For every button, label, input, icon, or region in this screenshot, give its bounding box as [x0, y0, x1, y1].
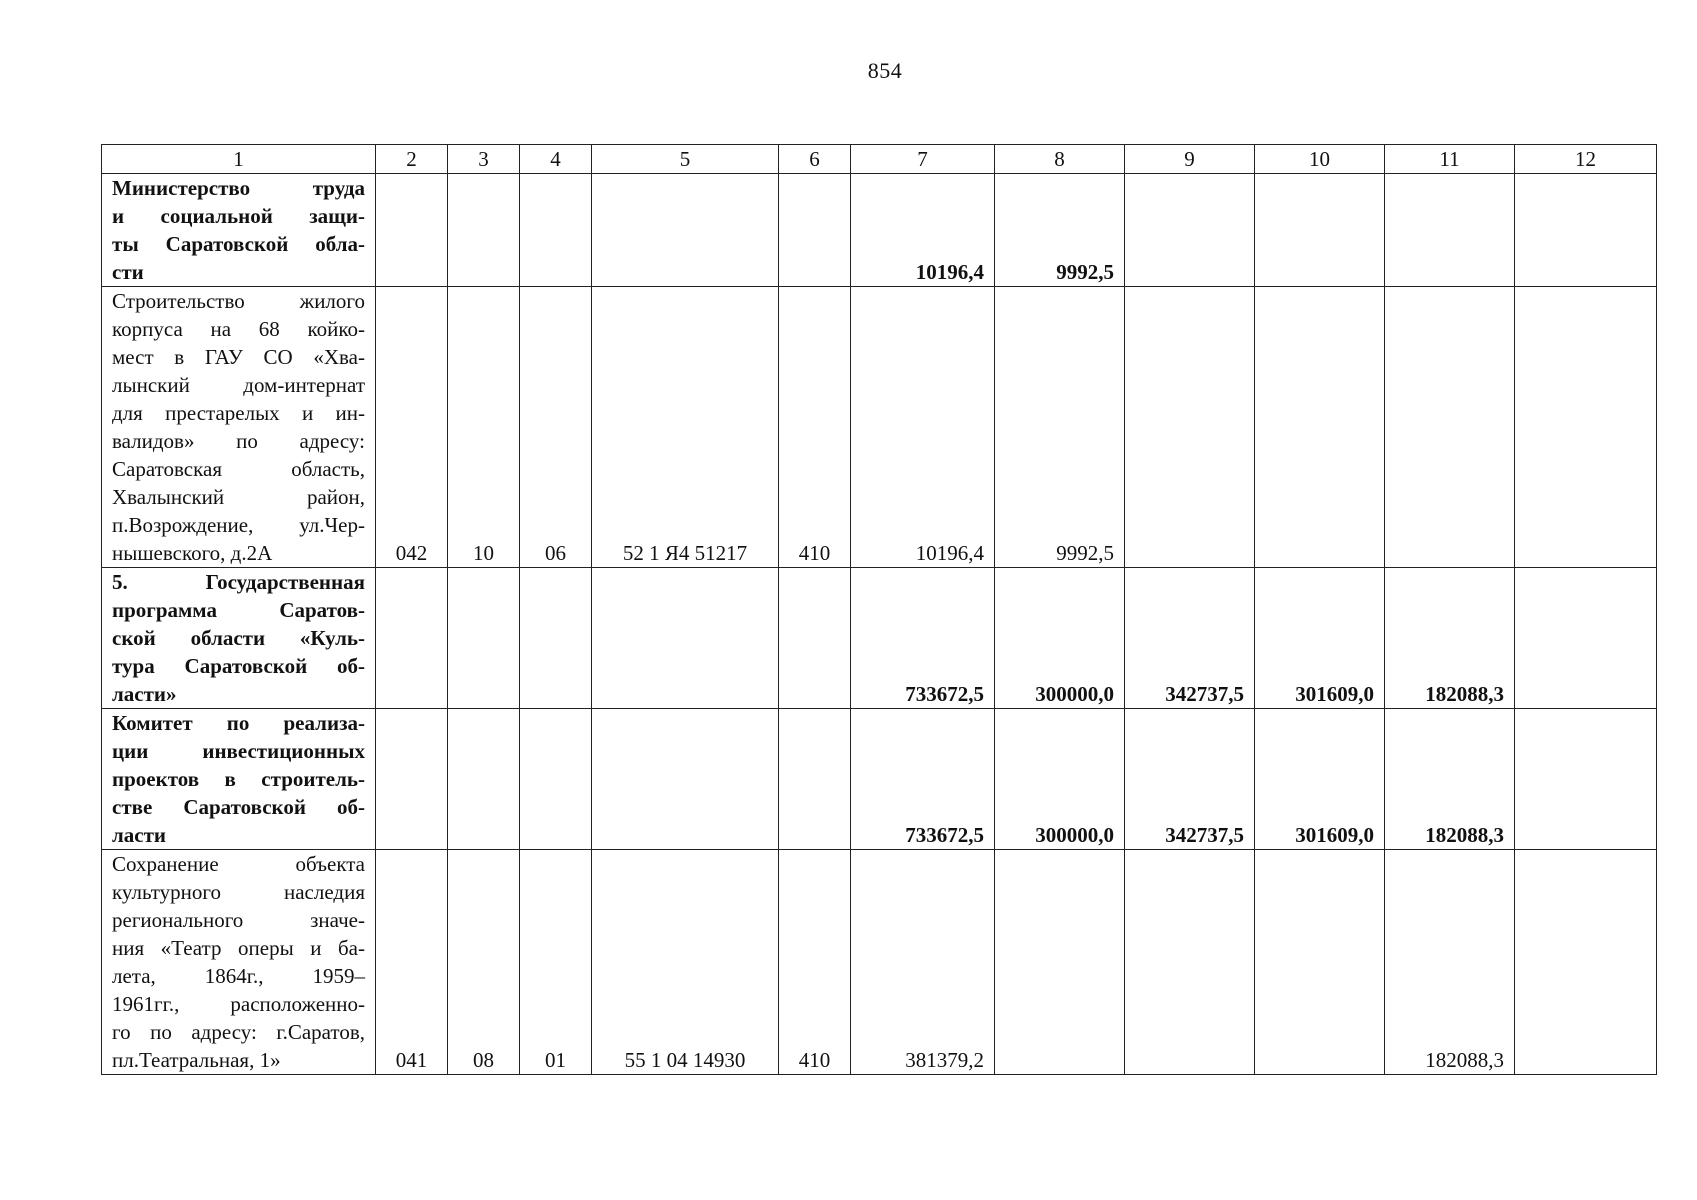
amount-cell-c11: 182088,3 — [1385, 709, 1515, 850]
row-name-line: лынский дом-интернат — [112, 373, 365, 397]
budget-table — [101, 144, 1657, 1075]
table-row — [102, 287, 1657, 568]
amount-cell-c9 — [1125, 174, 1255, 287]
code-cell-c6: 410 — [779, 287, 851, 568]
column-header: 1 — [102, 145, 376, 174]
column-header: 12 — [1515, 145, 1657, 174]
row-name-line: п.Возрождение, ул.Чер- — [112, 513, 365, 537]
table-row — [102, 850, 1657, 1075]
row-name-line: культурного наследия — [112, 880, 365, 904]
row-name-cell — [102, 709, 376, 850]
amount-cell-c12 — [1515, 850, 1657, 1075]
code-cell-c2 — [376, 174, 448, 287]
row-name-line: корпуса на 68 койко- — [112, 317, 365, 341]
column-header: 9 — [1125, 145, 1255, 174]
code-cell-c4 — [520, 568, 592, 709]
amount-cell-c9: 342737,5 — [1125, 568, 1255, 709]
code-cell-c2: 041 — [376, 850, 448, 1075]
row-name-cell — [102, 850, 376, 1075]
row-name-cell — [102, 174, 376, 287]
code-cell-c3 — [448, 568, 520, 709]
amount-cell-c10: 301609,0 — [1255, 568, 1385, 709]
row-name-line: Сохранение объекта — [112, 852, 365, 876]
amount-cell-c12 — [1515, 287, 1657, 568]
column-header: 7 — [851, 145, 995, 174]
column-header: 6 — [779, 145, 851, 174]
row-name-line: валидов» по адресу: — [112, 429, 365, 453]
amount-cell-c8: 300000,0 — [995, 568, 1125, 709]
amount-cell-c9 — [1125, 287, 1255, 568]
column-header: 11 — [1385, 145, 1515, 174]
table-body — [102, 174, 1657, 1075]
column-header: 10 — [1255, 145, 1385, 174]
code-cell-c3: 08 — [448, 850, 520, 1075]
amount-cell-c7: 10196,4 — [851, 174, 995, 287]
code-cell-c5 — [592, 709, 779, 850]
row-name-line: сти — [112, 260, 144, 284]
row-name-line: мест в ГАУ СО «Хва- — [112, 345, 365, 369]
amount-cell-c8 — [995, 850, 1125, 1075]
code-cell-c6 — [779, 709, 851, 850]
table-row — [102, 568, 1657, 709]
amount-cell-c7: 10196,4 — [851, 287, 995, 568]
amount-cell-c10 — [1255, 850, 1385, 1075]
table-row — [102, 174, 1657, 287]
code-cell-c5 — [592, 174, 779, 287]
code-cell-c4 — [520, 174, 592, 287]
row-name-line: ты Саратовской обла- — [112, 232, 365, 256]
row-name-line: тура Саратовской об- — [112, 654, 365, 678]
code-cell-c5: 52 1 Я4 51217 — [592, 287, 779, 568]
row-name-line: 5. Государственная — [112, 570, 365, 594]
row-name-line: регионального значе- — [112, 908, 365, 932]
code-cell-c4: 01 — [520, 850, 592, 1075]
column-header: 3 — [448, 145, 520, 174]
column-header: 2 — [376, 145, 448, 174]
amount-cell-c8: 9992,5 — [995, 174, 1125, 287]
amount-cell-c8: 300000,0 — [995, 709, 1125, 850]
code-cell-c5 — [592, 568, 779, 709]
amount-cell-c7: 733672,5 — [851, 568, 995, 709]
row-name-line: ласти» — [112, 682, 177, 706]
row-name-line: для престарелых и ин- — [112, 401, 365, 425]
table-row — [102, 709, 1657, 850]
row-name-line: 1961гг., расположенно- — [112, 992, 365, 1016]
row-name-line: проектов в строитель- — [112, 767, 365, 791]
row-name-line: стве Саратовской об- — [112, 795, 365, 819]
amount-cell-c7: 381379,2 — [851, 850, 995, 1075]
code-cell-c5: 55 1 04 14930 — [592, 850, 779, 1075]
row-name-line: Саратовская область, — [112, 457, 365, 481]
row-name-line: пл.Театральная, 1» — [112, 1048, 281, 1072]
amount-cell-c8: 9992,5 — [995, 287, 1125, 568]
amount-cell-c12 — [1515, 568, 1657, 709]
amount-cell-c11 — [1385, 174, 1515, 287]
row-name-line: ния «Театр оперы и ба- — [112, 936, 365, 960]
row-name-line: и социальной защи- — [112, 204, 365, 228]
row-name-line: Хвалынский район, — [112, 485, 365, 509]
code-cell-c3 — [448, 709, 520, 850]
page-number: 854 — [867, 58, 903, 83]
row-name-line: Министерство труда — [112, 176, 365, 200]
code-cell-c3: 10 — [448, 287, 520, 568]
amount-cell-c9: 342737,5 — [1125, 709, 1255, 850]
row-name-line: ции инвестиционных — [112, 739, 365, 763]
amount-cell-c11: 182088,3 — [1385, 850, 1515, 1075]
column-header: 5 — [592, 145, 779, 174]
amount-cell-c10: 301609,0 — [1255, 709, 1385, 850]
row-name-line: ской области «Куль- — [112, 626, 365, 650]
code-cell-c4: 06 — [520, 287, 592, 568]
amount-cell-c12 — [1515, 174, 1657, 287]
amount-cell-c11: 182088,3 — [1385, 568, 1515, 709]
column-header: 4 — [520, 145, 592, 174]
row-name-line: Комитет по реализа- — [112, 711, 365, 735]
row-name-line: ласти — [112, 823, 167, 847]
code-cell-c2 — [376, 709, 448, 850]
code-cell-c6: 410 — [779, 850, 851, 1075]
amount-cell-c11 — [1385, 287, 1515, 568]
amount-cell-c9 — [1125, 850, 1255, 1075]
amount-cell-c10 — [1255, 287, 1385, 568]
row-name-line: нышевского, д.2А — [112, 541, 273, 565]
code-cell-c2 — [376, 568, 448, 709]
amount-cell-c12 — [1515, 709, 1657, 850]
code-cell-c3 — [448, 174, 520, 287]
code-cell-c6 — [779, 568, 851, 709]
row-name-line: Строительство жилого — [112, 289, 365, 313]
row-name-cell — [102, 568, 376, 709]
column-header: 8 — [995, 145, 1125, 174]
code-cell-c2: 042 — [376, 287, 448, 568]
amount-cell-c10 — [1255, 174, 1385, 287]
row-name-cell — [102, 287, 376, 568]
header-row — [102, 145, 1657, 174]
code-cell-c6 — [779, 174, 851, 287]
row-name-line: го по адресу: г.Саратов, — [112, 1020, 365, 1044]
row-name-line: программа Саратов- — [112, 598, 365, 622]
row-name-line: лета, 1864г., 1959– — [112, 964, 365, 988]
code-cell-c4 — [520, 709, 592, 850]
amount-cell-c7: 733672,5 — [851, 709, 995, 850]
